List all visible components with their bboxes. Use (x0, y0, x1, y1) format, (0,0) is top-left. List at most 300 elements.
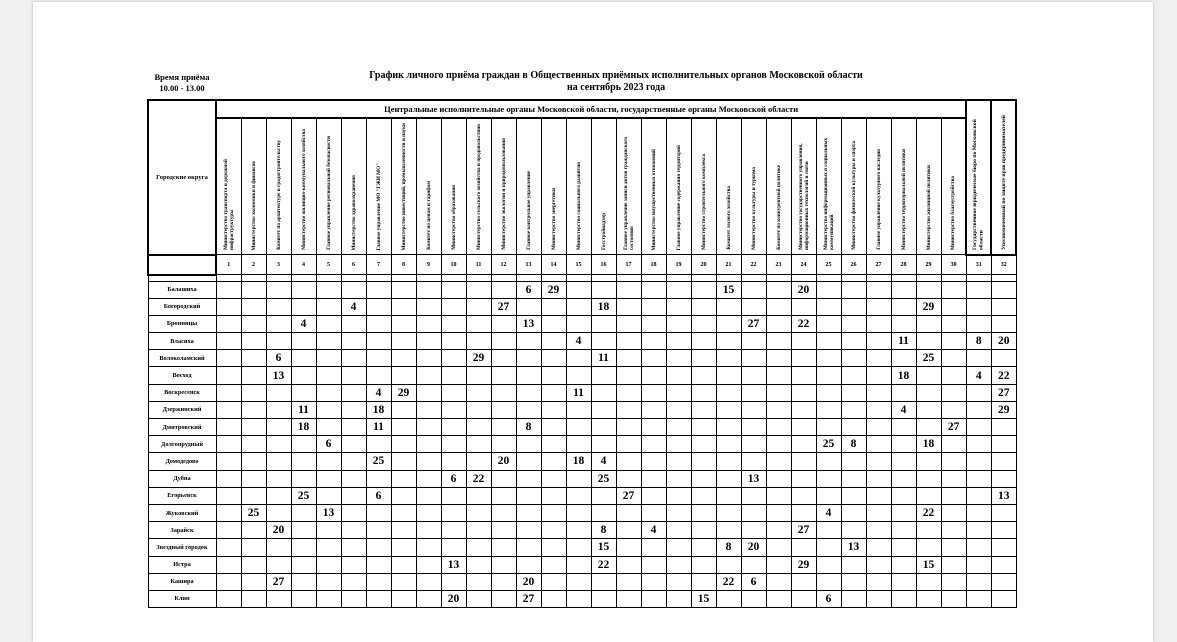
date-cell (941, 384, 966, 401)
date-cell (666, 522, 691, 539)
column-number: 20 (691, 255, 716, 275)
date-cell (416, 504, 441, 521)
date-cell (966, 556, 991, 573)
date-cell: 13 (266, 367, 291, 384)
date-cell (791, 367, 816, 384)
date-cell (816, 522, 841, 539)
date-cell: 25 (916, 350, 941, 367)
column-header-label: Министерство сельского хозяйства и продовольствия (475, 123, 482, 250)
date-cell (666, 298, 691, 315)
date-cell: 4 (566, 333, 591, 350)
date-cell: 4 (891, 401, 916, 418)
district-name: Власиха (148, 333, 216, 350)
date-cell (616, 436, 641, 453)
date-cell: 27 (991, 384, 1016, 401)
date-cell (816, 401, 841, 418)
date-cell (966, 401, 991, 418)
date-cell (641, 470, 666, 487)
date-cell (491, 419, 516, 436)
date-cell (516, 333, 541, 350)
date-cell (491, 350, 516, 367)
date-cell (316, 573, 341, 590)
column-header-label: Министерство социального развития (575, 162, 582, 250)
date-cell (341, 419, 366, 436)
date-cell (466, 522, 491, 539)
date-cell (666, 315, 691, 332)
date-cell (816, 453, 841, 470)
date-cell (941, 367, 966, 384)
date-cell (941, 522, 966, 539)
date-cell: 18 (891, 367, 916, 384)
date-cell (466, 384, 491, 401)
date-cell (941, 453, 966, 470)
column-header-org-7 (366, 118, 391, 255)
district-name: Клин (148, 590, 216, 607)
date-cell (616, 590, 641, 607)
date-cell (466, 298, 491, 315)
date-cell (966, 590, 991, 607)
date-cell (341, 367, 366, 384)
date-cell: 25 (366, 453, 391, 470)
date-cell (341, 590, 366, 607)
date-cell (766, 539, 791, 556)
date-cell (216, 573, 241, 590)
column-number: 15 (566, 255, 591, 275)
date-cell (441, 436, 466, 453)
district-name: Дубна (148, 470, 216, 487)
date-cell (666, 367, 691, 384)
date-cell (366, 350, 391, 367)
date-cell (416, 281, 441, 298)
date-cell (766, 453, 791, 470)
date-cell (241, 556, 266, 573)
date-cell (816, 367, 841, 384)
date-cell (366, 573, 391, 590)
date-cell (741, 333, 766, 350)
date-cell (441, 539, 466, 556)
date-cell (641, 573, 666, 590)
date-cell (741, 384, 766, 401)
date-cell (616, 522, 641, 539)
date-cell (791, 401, 816, 418)
date-cell (716, 367, 741, 384)
date-cell (391, 315, 416, 332)
date-cell (866, 315, 891, 332)
date-cell (391, 333, 416, 350)
date-cell (291, 367, 316, 384)
date-cell: 11 (591, 350, 616, 367)
date-cell (766, 504, 791, 521)
date-cell (541, 401, 566, 418)
date-cell (916, 453, 941, 470)
date-cell (591, 333, 616, 350)
date-cell (841, 401, 866, 418)
date-cell (966, 522, 991, 539)
date-cell (491, 522, 516, 539)
date-cell: 20 (441, 590, 466, 607)
date-cell (266, 487, 291, 504)
column-header-org-24 (791, 118, 816, 255)
date-cell (641, 590, 666, 607)
date-cell (791, 419, 816, 436)
date-cell (216, 350, 241, 367)
date-cell (441, 573, 466, 590)
date-cell (691, 298, 716, 315)
date-cell (266, 539, 291, 556)
date-cell: 18 (566, 453, 591, 470)
date-cell (391, 470, 416, 487)
column-header-org-11 (466, 118, 491, 255)
date-cell (466, 401, 491, 418)
date-cell (566, 504, 591, 521)
date-cell (841, 590, 866, 607)
date-cell: 29 (916, 298, 941, 315)
date-cell: 13 (316, 504, 341, 521)
date-cell (891, 573, 916, 590)
date-cell (216, 556, 241, 573)
date-cell (791, 350, 816, 367)
date-cell (741, 350, 766, 367)
date-cell (641, 315, 666, 332)
column-header-org-4 (291, 118, 316, 255)
date-cell (741, 556, 766, 573)
date-cell (316, 487, 341, 504)
date-cell (716, 350, 741, 367)
date-cell (241, 522, 266, 539)
column-header-label: Комитет по ценам и тарифам (425, 181, 432, 250)
date-cell (316, 453, 341, 470)
date-cell (666, 350, 691, 367)
date-cell: 4 (291, 315, 316, 332)
date-cell (566, 419, 591, 436)
date-cell (416, 556, 441, 573)
date-cell (616, 350, 641, 367)
date-cell (891, 539, 916, 556)
column-header-label: Министерство физической культуры и спорта (850, 141, 857, 250)
date-cell (491, 590, 516, 607)
date-cell (341, 556, 366, 573)
date-cell (566, 436, 591, 453)
date-cell (991, 281, 1016, 298)
date-cell (741, 504, 766, 521)
table-row (148, 333, 1016, 350)
date-cell: 20 (991, 333, 1016, 350)
date-cell (791, 384, 816, 401)
date-cell (466, 504, 491, 521)
date-cell (866, 470, 891, 487)
column-header-label: Главное управление содержания территорий (675, 144, 682, 250)
date-cell (891, 350, 916, 367)
date-cell: 22 (791, 315, 816, 332)
date-cell (716, 419, 741, 436)
date-cell (816, 487, 841, 504)
date-cell (291, 556, 316, 573)
column-number: 4 (291, 255, 316, 275)
date-cell (491, 333, 516, 350)
date-cell (891, 556, 916, 573)
date-cell (641, 281, 666, 298)
date-cell (941, 298, 966, 315)
date-cell (841, 487, 866, 504)
date-cell: 20 (791, 281, 816, 298)
date-cell (816, 556, 841, 573)
date-cell (516, 487, 541, 504)
date-cell: 18 (916, 436, 941, 453)
date-cell (841, 470, 866, 487)
date-cell (791, 298, 816, 315)
date-cell (966, 573, 991, 590)
date-cell (841, 367, 866, 384)
date-cell (241, 350, 266, 367)
date-cell (241, 401, 266, 418)
column-header-label: Министерство транспорта и дорожной инфраструктуры (222, 159, 235, 250)
districts-header: Городские округа (148, 100, 216, 255)
date-cell (266, 504, 291, 521)
table-row (148, 315, 1016, 332)
date-cell: 11 (566, 384, 591, 401)
date-cell (241, 573, 266, 590)
date-cell (491, 384, 516, 401)
date-cell (541, 573, 566, 590)
date-cell (766, 436, 791, 453)
column-header-org-32 (991, 100, 1016, 255)
date-cell (716, 556, 741, 573)
date-cell (341, 384, 366, 401)
date-cell (391, 556, 416, 573)
table-row (148, 384, 1016, 401)
date-cell (516, 539, 541, 556)
date-cell (816, 333, 841, 350)
date-cell (966, 539, 991, 556)
table-row (148, 367, 1016, 384)
date-cell (591, 573, 616, 590)
column-header-org-5 (316, 118, 341, 255)
date-cell (866, 522, 891, 539)
date-cell (491, 470, 516, 487)
column-header-org-30 (941, 118, 966, 255)
date-cell (491, 504, 516, 521)
date-cell (291, 436, 316, 453)
column-header-label: Комитет по конкурентной политике (775, 165, 782, 250)
date-cell (466, 453, 491, 470)
date-cell (316, 315, 341, 332)
date-cell (316, 470, 341, 487)
date-cell (416, 453, 441, 470)
column-number: 27 (866, 255, 891, 275)
date-cell (641, 401, 666, 418)
date-cell (266, 333, 291, 350)
date-cell (491, 556, 516, 573)
column-header-label: Министерство культуры и туризма (750, 167, 757, 250)
column-number: 12 (491, 255, 516, 275)
table-row (148, 436, 1016, 453)
date-cell: 6 (441, 470, 466, 487)
date-cell (941, 315, 966, 332)
date-cell (616, 401, 641, 418)
date-cell (566, 350, 591, 367)
date-cell (766, 487, 791, 504)
date-cell (691, 504, 716, 521)
date-cell (666, 487, 691, 504)
date-cell (666, 384, 691, 401)
column-number: 16 (591, 255, 616, 275)
date-cell (616, 384, 641, 401)
date-cell (666, 281, 691, 298)
date-cell (241, 419, 266, 436)
date-cell (641, 419, 666, 436)
column-number: 7 (366, 255, 391, 275)
date-cell: 22 (991, 367, 1016, 384)
date-cell (366, 470, 391, 487)
date-cell (816, 470, 841, 487)
date-cell (641, 298, 666, 315)
date-cell (316, 539, 341, 556)
column-number: 5 (316, 255, 341, 275)
date-cell (366, 315, 391, 332)
date-cell (441, 384, 466, 401)
date-cell: 15 (591, 539, 616, 556)
date-cell: 13 (516, 315, 541, 332)
date-cell (516, 367, 541, 384)
date-cell (741, 436, 766, 453)
date-cell (616, 453, 641, 470)
column-number: 8 (391, 255, 416, 275)
date-cell: 20 (266, 522, 291, 539)
date-cell: 27 (616, 487, 641, 504)
date-cell (616, 419, 641, 436)
date-cell (916, 281, 941, 298)
column-header-label: Уполномоченный по защите прав предпринимателей (1000, 114, 1007, 250)
date-cell (266, 419, 291, 436)
date-cell (266, 281, 291, 298)
date-cell (441, 367, 466, 384)
column-header-org-23 (766, 118, 791, 255)
column-number: 30 (941, 255, 966, 275)
date-cell (741, 590, 766, 607)
date-cell (341, 350, 366, 367)
group-header: Центральные исполнительные органы Московской области, государственные органы Московской области (216, 100, 966, 118)
date-cell (666, 436, 691, 453)
date-cell (216, 453, 241, 470)
date-cell (241, 487, 266, 504)
date-cell (641, 384, 666, 401)
date-cell (691, 281, 716, 298)
date-cell (341, 539, 366, 556)
date-cell (916, 573, 941, 590)
date-cell (266, 436, 291, 453)
date-cell (991, 539, 1016, 556)
date-cell (641, 504, 666, 521)
date-cell (566, 470, 591, 487)
column-header-label: Министерство экономики и финансов (250, 160, 257, 250)
column-number: 18 (641, 255, 666, 275)
date-cell (841, 384, 866, 401)
date-cell (716, 453, 741, 470)
date-cell: 29 (541, 281, 566, 298)
column-header-org-20 (691, 118, 716, 255)
date-cell (266, 315, 291, 332)
date-cell (416, 573, 441, 590)
date-cell (916, 487, 941, 504)
date-cell (791, 487, 816, 504)
date-cell (466, 333, 491, 350)
date-cell (291, 350, 316, 367)
date-cell: 27 (516, 590, 541, 607)
schedule-table (147, 99, 1017, 608)
date-cell: 6 (516, 281, 541, 298)
date-cell (791, 590, 816, 607)
date-cell (766, 367, 791, 384)
column-header-org-13 (516, 118, 541, 255)
date-cell (316, 350, 341, 367)
date-cell: 29 (391, 384, 416, 401)
column-header-label: Министерство образования (450, 185, 457, 250)
date-cell (366, 504, 391, 521)
date-cell (241, 436, 266, 453)
date-cell (216, 436, 241, 453)
reception-time-label: Время приёма (154, 72, 210, 82)
date-cell (966, 419, 991, 436)
date-cell (891, 504, 916, 521)
column-header-label: Министерство экологии и природопользования (500, 138, 507, 250)
date-cell: 4 (341, 298, 366, 315)
date-cell: 6 (366, 487, 391, 504)
date-cell: 25 (291, 487, 316, 504)
date-cell (541, 315, 566, 332)
column-header-label: Комитет по архитектуре и градостроительству (275, 140, 282, 250)
date-cell (216, 298, 241, 315)
date-cell: 15 (691, 590, 716, 607)
date-cell (766, 556, 791, 573)
date-cell: 13 (841, 539, 866, 556)
date-cell (241, 333, 266, 350)
date-cell (441, 419, 466, 436)
date-cell (591, 367, 616, 384)
date-cell (916, 419, 941, 436)
date-cell (316, 556, 341, 573)
date-cell (666, 539, 691, 556)
date-cell (691, 350, 716, 367)
date-cell (866, 281, 891, 298)
date-cell (741, 281, 766, 298)
date-cell (591, 590, 616, 607)
district-name: Жуковский (148, 504, 216, 521)
date-cell (841, 333, 866, 350)
date-cell (966, 470, 991, 487)
date-cell (491, 539, 516, 556)
column-header-label: Комитет лесного хозяйства (725, 186, 732, 250)
district-name: Дмитровский (148, 419, 216, 436)
table-row (148, 470, 1016, 487)
date-cell (466, 556, 491, 573)
date-cell (616, 333, 641, 350)
date-cell (816, 539, 841, 556)
district-name: Дзержинский (148, 401, 216, 418)
date-cell (891, 487, 916, 504)
column-header-org-22 (741, 118, 766, 255)
column-header-label: Министерство жилищно-коммунального хозяйства (300, 129, 307, 250)
date-cell (391, 350, 416, 367)
date-cell (341, 470, 366, 487)
date-cell (691, 419, 716, 436)
column-header-org-10 (441, 118, 466, 255)
date-cell (216, 487, 241, 504)
date-cell (841, 419, 866, 436)
date-cell (466, 367, 491, 384)
date-cell: 6 (316, 436, 341, 453)
date-cell: 15 (916, 556, 941, 573)
column-header-org-3 (266, 118, 291, 255)
